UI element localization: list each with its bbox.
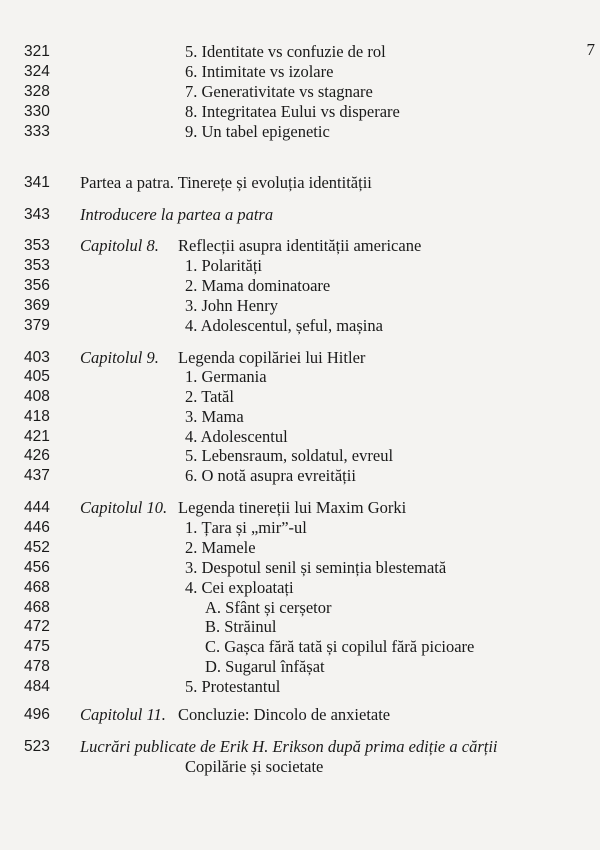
toc-entry xyxy=(0,205,600,225)
toc-title: 8. Integritatea Eului vs disperare xyxy=(185,102,400,121)
toc-title: Introducere la partea a patra xyxy=(80,205,274,224)
toc-page-number: 369 xyxy=(24,297,50,314)
toc-page-number: 379 xyxy=(24,317,50,334)
toc-title: 6. Intimitate vs izolare xyxy=(185,62,334,81)
toc-entry xyxy=(0,256,600,276)
toc-page-number: 321 xyxy=(24,43,50,60)
toc-title: 3. Mama xyxy=(185,407,244,426)
toc-page-number: 475 xyxy=(24,638,50,655)
toc-title: 3. John Henry xyxy=(185,296,279,315)
toc-entry xyxy=(0,316,600,336)
toc-entry xyxy=(0,446,600,466)
toc-entry xyxy=(0,466,600,486)
toc-title: 5. Lebensraum, soldatul, evreul xyxy=(185,446,394,465)
toc-entry xyxy=(0,637,600,657)
toc-entry xyxy=(0,617,600,637)
toc-page-number: 446 xyxy=(24,519,50,536)
toc-page-number: 403 xyxy=(24,349,50,366)
toc-title: 5. Identitate vs confuzie de rol xyxy=(185,42,386,61)
toc-page-number: 343 xyxy=(24,206,50,223)
toc-title: Reflecții asupra identității americane xyxy=(178,236,422,255)
toc-entry xyxy=(0,236,600,256)
toc-entry xyxy=(0,62,600,82)
toc-title: D. Sugarul înfășat xyxy=(205,657,325,676)
toc-title: Concluzie: Dincolo de anxietate xyxy=(178,705,391,724)
toc-page-number: 353 xyxy=(24,237,50,254)
toc-title: 7. Generativitate vs stagnare xyxy=(185,82,373,101)
toc-entry xyxy=(0,348,600,368)
toc-entry xyxy=(0,737,600,757)
toc-title: 1. Polarități xyxy=(185,256,262,275)
toc-entry xyxy=(0,173,600,193)
toc-title: 9. Un tabel epigenetic xyxy=(185,122,330,141)
toc-page-number: 333 xyxy=(24,123,50,140)
toc-page-number: 437 xyxy=(24,467,50,484)
toc-entry xyxy=(0,558,600,578)
toc-title: 4. Adolescentul, șeful, mașina xyxy=(185,316,383,335)
toc-title: Legenda copilăriei lui Hitler xyxy=(178,348,366,367)
toc-title: 2. Mamele xyxy=(185,538,256,557)
toc-title: Lucrări publicate de Erik H. Erikson după prima ediție a cărții xyxy=(80,737,498,756)
toc-title: C. Gașca fără tată și copilul fără picioare xyxy=(205,637,475,656)
toc-page-number: 468 xyxy=(24,579,50,596)
toc-entry xyxy=(0,657,600,677)
toc-title: 2. Tatăl xyxy=(185,387,234,406)
toc-entry xyxy=(0,427,600,447)
toc-entry xyxy=(0,677,600,697)
toc-title: 6. O notă asupra evreității xyxy=(185,466,356,485)
toc-page-number: 330 xyxy=(24,103,50,120)
toc-entry xyxy=(0,538,600,558)
toc-entry xyxy=(0,42,600,62)
toc-entry xyxy=(0,102,600,122)
toc-title: 4. Cei exploatați xyxy=(185,578,294,597)
toc-entry xyxy=(0,498,600,518)
toc-page-number: 408 xyxy=(24,388,50,405)
toc-entry xyxy=(0,367,600,387)
toc-entry xyxy=(0,122,600,142)
toc-entry xyxy=(0,598,600,618)
toc-page-number: 468 xyxy=(24,599,50,616)
toc-page-number: 341 xyxy=(24,174,50,191)
toc-page-number: 421 xyxy=(24,428,50,445)
toc-title: 2. Mama dominatoare xyxy=(185,276,331,295)
toc-page-number: 456 xyxy=(24,559,50,576)
toc-page-number: 478 xyxy=(24,658,50,675)
toc-chapter-label: Capitolul 8. xyxy=(80,236,159,255)
toc-page-number: 418 xyxy=(24,408,50,425)
toc-title: 4. Adolescentul xyxy=(185,427,288,446)
toc-entry xyxy=(0,276,600,296)
toc-page-number: 324 xyxy=(24,63,50,80)
toc-chapter-label: Capitolul 10. xyxy=(80,498,168,517)
toc-title: A. Sfânt și cerșetor xyxy=(205,598,332,617)
toc-chapter-label: Capitolul 9. xyxy=(80,348,159,367)
toc-entry xyxy=(0,387,600,407)
toc-page-number: 353 xyxy=(24,257,50,274)
toc-page-number: 328 xyxy=(24,83,50,100)
page-number: 7 xyxy=(586,40,595,59)
toc-page-number: 472 xyxy=(24,618,50,635)
toc-title: 1. Țara și „mir”-ul xyxy=(185,518,307,537)
toc-chapter-label: Capitolul 11. xyxy=(80,705,166,724)
toc-title: 5. Protestantul xyxy=(185,677,281,696)
toc-page-number: 496 xyxy=(24,706,50,723)
toc-page-number: 426 xyxy=(24,447,50,464)
toc-title: Partea a patra. Tinerețe și evoluția identității xyxy=(80,173,372,192)
toc-page-number: 523 xyxy=(24,738,50,755)
toc-page-number: 452 xyxy=(24,539,50,556)
toc-entry xyxy=(0,757,600,777)
toc-entry xyxy=(0,705,600,725)
toc-page-number: 405 xyxy=(24,368,50,385)
toc-page-number: 444 xyxy=(24,499,50,516)
toc-entry xyxy=(0,296,600,316)
toc-title: B. Străinul xyxy=(205,617,277,636)
toc-page-number: 484 xyxy=(24,678,50,695)
toc-title: 3. Despotul senil și seminția blestemată xyxy=(185,558,447,577)
toc-entry xyxy=(0,82,600,102)
toc-entry xyxy=(0,407,600,427)
toc-title: 1. Germania xyxy=(185,367,267,386)
toc-title: Copilărie și societate xyxy=(185,757,324,776)
toc-entry xyxy=(0,518,600,538)
toc-entry xyxy=(0,578,600,598)
toc-page-number: 356 xyxy=(24,277,50,294)
toc-title: Legenda tinereții lui Maxim Gorki xyxy=(178,498,407,517)
